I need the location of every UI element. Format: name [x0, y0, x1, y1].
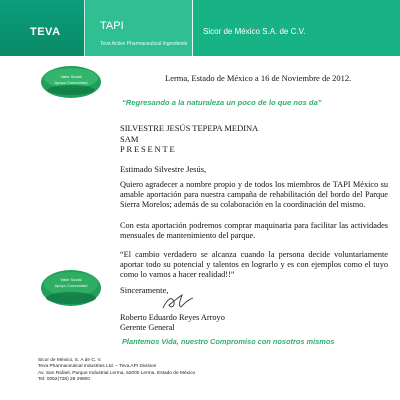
company-title: Sicor de México S.A. de C.V.	[203, 27, 306, 36]
recipient-department: SAM	[120, 134, 139, 144]
community-logo-icon	[40, 268, 102, 308]
letter-quote: “El cambio verdadero se alcanza cuando la persona decide voluntariamente aportar todo su potencial y talentos en lograrlo y es con ejemplos como el tuyo como lo vamos a hacer realidad!!”	[120, 250, 388, 280]
community-logo-line2: Apoyo Comunidad	[54, 80, 88, 85]
signer-name: Roberto Eduardo Reyes Arroyo	[120, 313, 225, 322]
community-logo-bottom	[40, 268, 102, 308]
recipient-name: SILVESTRE JESÚS TEPEPA MEDINA	[120, 123, 259, 133]
footer-division: Teva Pharmaceutical Industries Ltd. – Teva API Division	[38, 364, 157, 370]
footer-company: Sicor de México, S. A de C. V.	[38, 358, 102, 363]
letter-greeting: Estimado Silvestre Jesús,	[120, 164, 207, 174]
footer-address: Av. San Rafael, Parque Industrial Lerma, 52000 Lerma, Estado de México	[38, 370, 196, 376]
teva-logo: TEVA	[30, 26, 61, 38]
signature-icon	[160, 292, 196, 312]
letterhead	[0, 0, 400, 56]
campaign-slogan: “Regresando a la naturaleza un poco de lo que nos da”	[122, 98, 322, 107]
community-logo-line1: Valor Social	[60, 74, 82, 79]
signer-title: Gerente General	[120, 323, 175, 332]
teva-block	[0, 0, 84, 56]
letter-date: Lerma, Estado de México a 16 de Noviembre de 2012.	[165, 73, 352, 83]
letter-closing: Sinceramente,	[120, 285, 169, 295]
community-logo-line2: Apoyo Comunidad	[54, 283, 88, 288]
community-logo-top	[40, 65, 102, 99]
footer-slogan: Plantemos Vida, nuestro Compromiso con nosotros mismos	[122, 337, 335, 346]
tapi-subtitle: Teva Active Pharmaceutical Ingredients	[100, 41, 188, 47]
letter-paragraph-1: Quiero agradecer a nombre propio y de todos los miembros de TAPI México su amable aportación para nuestra campaña de rehabilitación del bordo del Parque Sierra Morelos; además de su colaboración en la coordinación del mismo.	[120, 180, 388, 210]
letter-paragraph-2: Con esta aportación podremos comprar maquinaria para facilitar las actividades mensuales de mantenimiento del parque.	[120, 221, 388, 241]
footer-phone: Tel: 0052(728) 28 29800	[38, 377, 91, 383]
community-logo-line1: Valor Social	[60, 277, 82, 282]
presente-label: PRESENTE	[120, 144, 177, 154]
company-address	[38, 358, 378, 384]
tapi-title: TAPI	[100, 20, 124, 32]
